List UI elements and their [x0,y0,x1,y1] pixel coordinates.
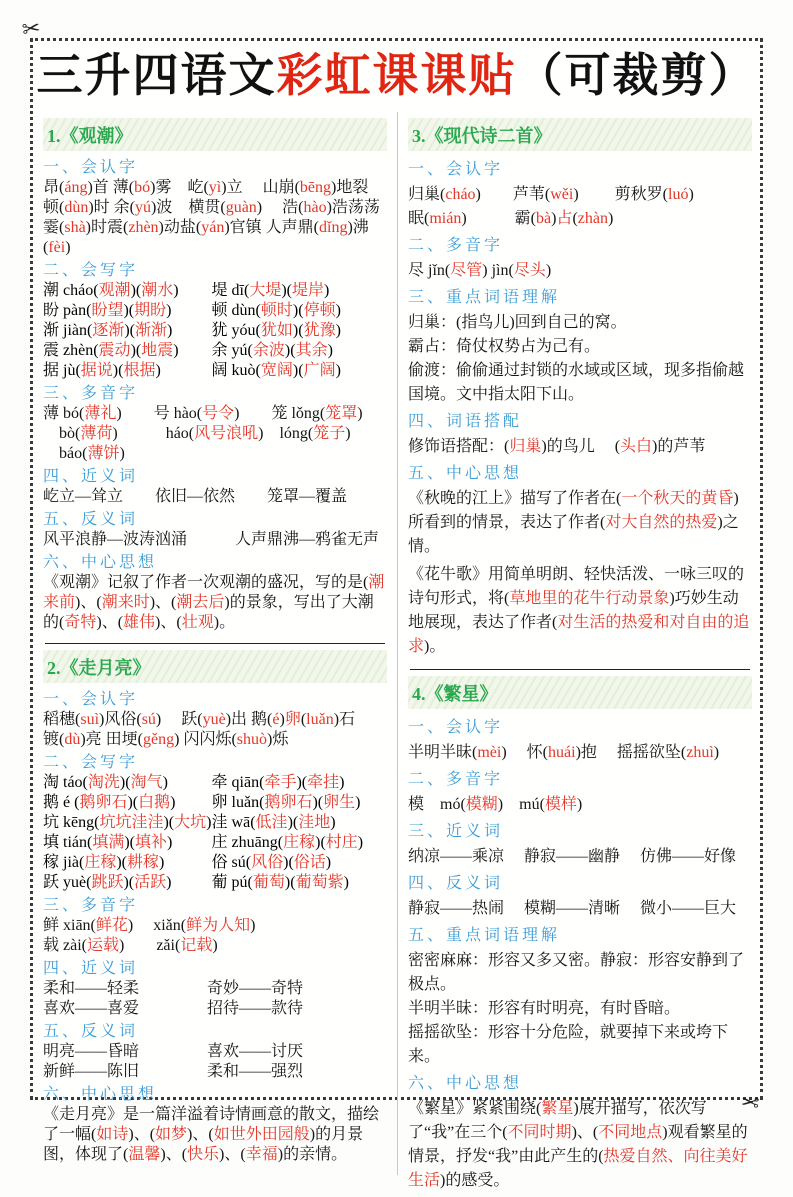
sub-heading: 二、会写字 [43,753,139,771]
text-line: 《秋晚的江上》描写了作者在(一个秋天的黄昏)所看到的情景，表达了作者(对大自然的热爱)之情。 [408,489,739,555]
word-entry: 填 tián(填满)(填补) [43,833,173,851]
text-line: bò(薄荷) háo(风号浪吼) lóng(笼子) [43,424,351,442]
lesson-section [408,118,752,659]
text-line: 半明半昧(mèi) 怀(huái)抱 摇摇欲坠(zhuì) [408,743,720,761]
word-entry: 庄 zhuāng(庄稼)(村庄) [211,833,364,851]
sub-heading: 三、重点词语理解 [408,288,561,306]
word-entry: 坑 kēng(坑坑洼洼)(大坑) [43,813,212,831]
text-line: 模 mó(模糊) mú(模样) [408,795,583,813]
section-divider [410,669,750,670]
sub-heading: 四、近义词 [43,467,139,485]
text-line: 归巢：(指鸟儿)回到自己的窝。 [408,313,627,331]
sub-heading: 六、中心思想 [43,1085,158,1103]
word-entry: 俗 sú(风俗)(俗话) [211,853,332,871]
text-line: 鲜 xiān(鲜花) xiǎn(鲜为人知) [43,916,256,934]
word-entry: 犹 yóu(犹如)(犹豫) [211,321,341,339]
text-line: 载 zài(运载) zǎi(记载) [43,936,218,954]
sub-heading: 三、多音字 [43,384,139,402]
section-header: 1.《观潮》 [43,118,387,151]
word-pair-row [43,281,387,301]
text-line: 纳凉——乘凉 静寂——幽静 仿佛——好像 [408,847,737,865]
text-line: 稻穗(suì)风俗(sú) 跃(yuè)出 鹅(é)卵(luǎn)石 [43,710,356,728]
word-entry: 盼 pàn(盼望)(期盼) [43,301,172,319]
sub-heading: 二、多音字 [408,236,504,254]
word-entry: 渐 jiàn(逐渐)(渐渐) [43,321,173,339]
sub-heading: 一、会认字 [43,158,139,176]
text-line: 修饰语搭配：(归巢)的鸟儿 (头白)的芦苇 [408,437,706,455]
text-line: 新鲜——陈旧 柔和——强烈 [43,1062,304,1080]
section-divider [45,643,385,644]
text-line: 摇摇欲坠：形容十分危险，就要掉下来或垮下来。 [408,1023,729,1065]
text-line: 《走月亮》是一篇洋溢着诗情画意的散文，描绘了一幅(如诗)、(如梦)、(如世外田园般)的月景图，体现了(温馨)、(快乐)、(幸福)的亲情。 [43,1105,380,1163]
text-line: 屹立—耸立 依旧—依然 笼罩—覆盖 [43,487,348,505]
section-header: 3.《现代诗二首》 [408,118,752,151]
left-column [43,112,387,1197]
text-line: 偷渡：偷偷通过封锁的水域或区域，现多指偷越国境。文中指太阳下山。 [408,361,745,403]
text-line: 密密麻麻：形容又多又密。静寂：形容安静到了极点。 [408,951,745,993]
scissors-icon: ✂ [20,14,43,43]
text-line: 归巢(cháo) 芦苇(wěi) 剪秋罗(luó) [408,185,694,203]
sub-heading: 二、多音字 [408,770,504,788]
word-entry: 稼 jià(庄稼)(耕稼) [43,853,165,871]
text-line: 静寂——热闹 模糊——清晰 微小——巨大 [408,899,737,917]
text-line: 《繁星》紧紧围绕(繁星)展开描写，依次写了“我”在三个(不同时期)、(不同地点)观看繁星的情景，抒发“我”由此产生的(热爱自然、向往美好生活)的感受。 [408,1099,748,1189]
word-entry: 震 zhèn(震动)(地震) [43,341,179,359]
page-title [33,41,760,108]
lesson-section [43,650,387,1165]
word-pair-row [43,853,387,873]
text-line: 喜欢——喜爱 招待——款待 [43,999,304,1017]
text-line: 《花牛歌》用简单明朗、轻快活泼、一咏三叹的诗句形式，将(草地里的花牛行动景象)巧妙生动地展现，表达了作者(对生活的热爱和对自由的追求)。 [408,565,750,655]
word-entry: 卵 luǎn(鹅卵石)(卵生) [211,793,361,811]
word-entry: 据 jù(据说)(根据) [43,361,161,379]
section-header: 2.《走月亮》 [43,650,387,683]
sub-heading: 五、反义词 [43,510,139,528]
text-line: 薄 bó(薄礼) 号 hào(号令) 笼 lǒng(笼罩) [43,404,363,422]
word-pair-row [43,773,387,793]
sub-heading: 一、会认字 [43,690,139,708]
page-title-part: 彩虹课课贴 [276,50,517,101]
text-line: 霸占：倚仗权势占为己有。 [408,337,601,355]
text-line: 眠(mián) 霸(bà)占(zhàn) [408,209,614,227]
sub-heading: 一、会认字 [408,718,504,736]
word-pair-row [43,833,387,853]
sub-heading: 六、中心思想 [408,1074,523,1092]
word-entry: 淘 táo(淘洗)(淘气) [43,773,168,791]
word-pair-row [43,361,387,381]
sub-heading: 六、中心思想 [43,553,158,571]
lesson-section [43,118,387,633]
sub-heading: 三、多音字 [43,896,139,914]
text-line: 风平浪静—波涛汹涌 人声鼎沸—鸦雀无声 [43,530,380,548]
word-entry: 潮 cháo(观潮)(潮水) [43,281,179,299]
page-title-part: 三升四语文 [36,50,277,101]
word-pair-row [43,321,387,341]
text-line: 顿(dùn)时 余(yú)波 横贯(guàn) 浩(hào)浩荡荡 [43,198,380,216]
word-entry: 余 yú(余波)(其余) [211,341,333,359]
section-header: 4.《繁星》 [408,676,752,709]
word-entry: 葡 pú(葡萄)(葡萄紫) [211,873,349,891]
cut-out-sheet [30,38,763,1189]
text-line: 《观潮》记叙了作者一次观潮的盛况，写的是(潮来前)、(潮来时)、(潮去后)的景象，写出了大潮的(奇特)、(雄伟)、(壮观)。 [43,573,385,631]
word-pair-row [43,813,387,833]
text-line: 尽 jǐn(尽管) jìn(尽头) [408,261,552,279]
sub-heading: 四、词语搭配 [408,412,523,430]
right-column [408,112,752,1197]
sub-heading: 五、中心思想 [408,464,523,482]
sub-heading: 五、反义词 [43,1022,139,1040]
text-line: 霎(shà)时震(zhèn)动盐(yán)官镇 人声鼎(dǐng)沸(fèi) [43,218,369,256]
lesson-section [408,676,752,1193]
text-line: 柔和——轻柔 奇妙——奇特 [43,979,304,997]
word-pair-row [43,301,387,321]
word-entry: 顿 dùn(顿时)(停顿) [211,301,341,319]
sub-heading: 三、近义词 [408,822,504,840]
text-line: 半明半昧：形容有时明亮，有时昏暗。 [408,999,681,1017]
word-pair-row [43,873,387,893]
sub-heading: 四、反义词 [408,874,504,892]
column-divider [397,112,398,1175]
word-entry: 牵 qiān(牵手)(牵挂) [211,773,345,791]
sub-heading: 四、近义词 [43,959,139,977]
scissors-icon: ✂ [739,1088,761,1115]
text-line: 镀(dù)亮 田埂(gěng) 闪闪烁(shuò)烁 [43,730,289,748]
word-pair-row [43,341,387,361]
word-entry: 阔 kuò(宽阔)(广阔) [211,361,341,379]
word-entry: 洼 wā(低洼)(洼地) [211,813,336,831]
word-entry: 跃 yuè(跳跃)(活跃) [43,873,172,891]
page-title-part: （可裁剪） [516,50,757,101]
sub-heading: 二、会写字 [43,261,139,279]
word-entry: 鹅 é (鹅卵石)(白鹅) [43,793,176,811]
word-entry: 堤 dī(大堤)(堤岸) [211,281,330,299]
text-line: 明亮——昏暗 喜欢——讨厌 [43,1042,304,1060]
word-pair-row [43,793,387,813]
two-column-layout [33,108,760,1189]
text-line: 昂(áng)首 薄(bó)雾 屹(yì)立 山崩(bēng)地裂 [43,178,369,196]
text-line: báo(薄饼) [43,444,125,462]
sub-heading: 五、重点词语理解 [408,926,561,944]
sub-heading: 一、会认字 [408,160,504,178]
